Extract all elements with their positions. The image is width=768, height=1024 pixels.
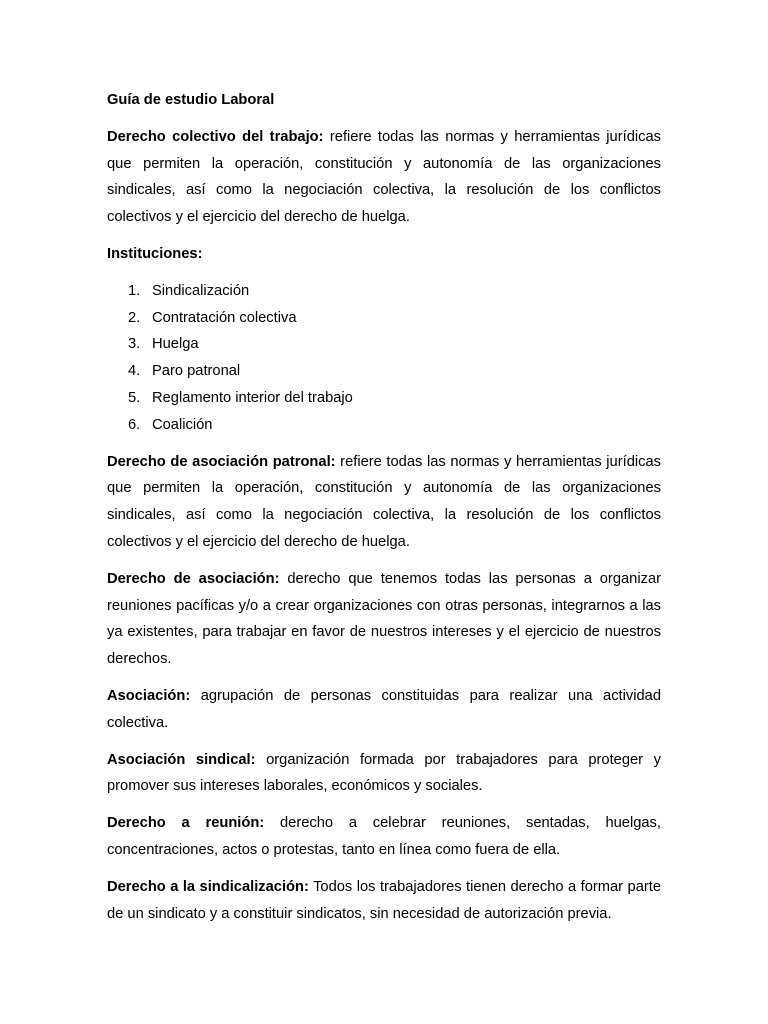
list-item-label: Coalición — [152, 416, 213, 433]
list-item — [107, 305, 661, 332]
list-item — [107, 358, 661, 385]
list-item-label: Reglamento interior del trabajo — [152, 389, 353, 406]
definition-paragraph — [107, 747, 661, 801]
definition-term: Derecho a la sindicalización: — [107, 878, 309, 895]
definition-text: Todos los trabajadores tienen derecho a formar parte de un sindicato y a constituir sindicatos, sin necesidad de autorización previa. — [107, 878, 661, 922]
definition-term: Derecho de asociación patronal: — [107, 453, 336, 470]
definition-text: derecho a celebrar reuniones, sentadas, huelgas, concentraciones, actos o protestas, tanto en línea como fuera de ella. — [107, 815, 661, 858]
document-title: Guía de estudio Laboral — [107, 92, 275, 108]
definition-text: refiere todas las normas y herramientas jurídicas que permiten la operación, constitución y autonomía de las organizaciones sindicales, así como la negociación colectiva, la resolución de los conflictos colectivos y el ejercicio del derecho de huelga. — [107, 453, 661, 550]
list-item-label: Contratación colectiva — [152, 309, 297, 326]
list-item-number: 4. — [128, 363, 141, 380]
definition-term: Derecho a reunión: — [107, 815, 265, 832]
list-item-label: Huelga — [152, 336, 199, 353]
instituciones-heading: Instituciones: — [107, 245, 203, 262]
list-item-number: 3. — [128, 336, 141, 353]
list-item-number: 1. — [128, 282, 141, 299]
list-item-label: Paro patronal — [152, 363, 241, 380]
definition-paragraph — [107, 566, 661, 673]
instituciones-list — [107, 278, 661, 439]
definition-term: Derecho colectivo del trabajo: — [107, 128, 324, 145]
list-item — [107, 385, 661, 412]
list-item — [107, 412, 661, 439]
definition-paragraph — [107, 683, 661, 737]
list-item — [107, 331, 661, 358]
definition-term: Asociación: — [107, 687, 191, 704]
definition-paragraph — [107, 810, 661, 864]
definition-paragraph — [107, 874, 661, 928]
list-item-label: Sindicalización — [152, 282, 250, 299]
definition-text: organización formada por trabajadores para proteger y promover sus intereses laborales, económicos y sociales. — [107, 751, 661, 795]
definition-term: Asociación sindical: — [107, 751, 256, 768]
definition-paragraph — [107, 449, 661, 556]
definition-term: Derecho de asociación: — [107, 570, 280, 587]
definition-text: refiere todas las normas y herramientas jurídicas que permiten la operación, constitución y autonomía de las organizaciones sindicales, así como la negociación colectiva, la resolución de los conflictos colectivos y el ejercicio del derecho de huelga. — [107, 128, 661, 226]
list-item — [107, 278, 661, 305]
list-item-number: 5. — [128, 389, 141, 406]
definition-paragraph — [107, 124, 661, 231]
definition-text: agrupación de personas constituidas para realizar una actividad colectiva. — [107, 687, 661, 731]
definition-text: derecho que tenemos todas las personas a organizar reuniones pacíficas y/o a crear organizaciones con otras personas, integrarnos a las ya existentes, para trabajar en favor de nuestros intereses y el ejercicio de nuestros derechos. — [107, 570, 661, 668]
list-item-number: 2. — [128, 309, 141, 326]
list-item-number: 6. — [128, 416, 141, 433]
